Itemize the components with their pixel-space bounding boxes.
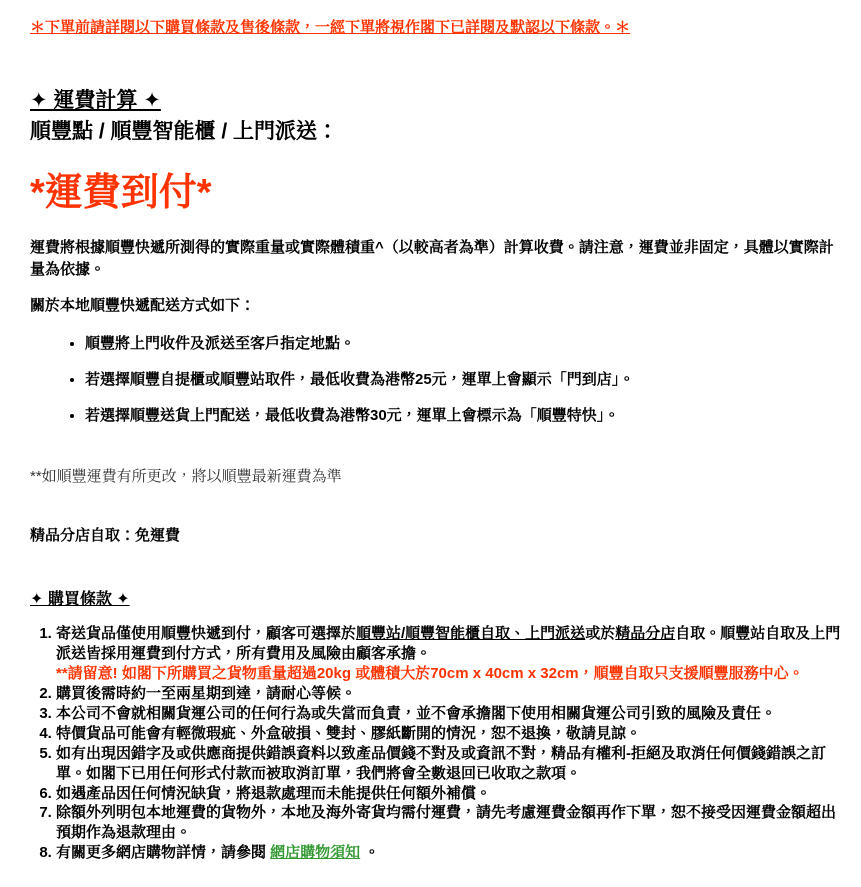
term-item-6: 6. 如遇產品因任何情況缺貨，將退款處理而未能提供任何額外補償。 [56, 784, 847, 804]
term-1-text-post: 自取。順豐站自取及上門派送皆採用運費到付方式，所有費用及風險由顧客承擔。 [56, 625, 841, 662]
term-item-7: 7. 除額外列明包本地運費的貨物外，本地及海外寄貨均需付運費，請先考慮運費金額再作下單，恕不接受因運費金額超出預期作為退款理由。 [56, 803, 847, 843]
delivery-bullet-1: • 順豐將上門收件及派送至客戶指定地點。 [85, 333, 847, 354]
term-item-3: 3. 本公司不會就相關貨運公司的任何行為或失當而負責，並不會承擔閣下使用相關貨運公司引致的風險及責任。 [56, 704, 847, 724]
freight-calculation-paragraph: 運費將根據順豐快遞所測得的實際重量或實際體積重^（以較高者為準）計算收費。請注意，運費並非固定，具體以實際計量為依據。 [30, 238, 834, 278]
term-item-5: 5. 如有出現因錯字及或供應商提供錯誤資料以致產品價錢不對及或資訊不對，精品有權利-拒絕及取消任何價錢錯誤之訂單。如閣下已用任何形式付款而被取消訂單，我們將會全數退回已收取之款項。 [56, 744, 847, 784]
term-1-underline-boutique: 精品分店 [615, 625, 676, 643]
term-8-text-pre: 有關更多網店購物詳情，請參閱 [56, 844, 271, 862]
delivery-methods-subheading: 順豐點 / 順豐智能櫃 / 上門派送： [30, 119, 339, 143]
delivery-intro: 關於本地順豐快遞配送方式如下： [30, 297, 256, 315]
delivery-bullet-list [30, 333, 847, 426]
term-item-2: 2. 購買後需時約一至兩星期到達，請耐心等候。 [56, 684, 847, 704]
shop-guide-link[interactable]: 網店購物須知 [270, 844, 361, 862]
term-1-underline-pickup-options: 順豐站/順豐智能櫃自取、上門派送 [356, 625, 586, 643]
purchase-terms-list [30, 624, 847, 863]
shipping-calc-heading: ✦ 運費計算 ✦ [30, 88, 161, 112]
term-1-text-pre: 寄送貨品僅使用順豐快遞到付，顧客可選擇於 [56, 625, 357, 643]
purchase-terms-heading: ✦ 購買條款 ✦ [30, 591, 130, 609]
term-8-text-post: 。 [360, 844, 380, 862]
delivery-bullet-3: • 若選擇順豐送貨上門配送，最低收費為港幣30元，運單上會標示為「順豐特快」。 [85, 405, 847, 426]
delivery-bullet-2: • 若選擇順豐自提櫃或順豐站取件，最低收費為港幣25元，運單上會顯示「門到店」。 [85, 369, 847, 390]
size-weight-limit-warning: **請留意! 如閣下所購買之貨物重量超過20kg 或體積大於70cm x 40cm x 32cm，順豐自取只支援順豐服務中心。 [56, 664, 804, 682]
term-item-1 [56, 624, 847, 684]
sf-fee-change-note: **如順豐運費有所更改，將以順豐最新運費為準 [30, 468, 342, 486]
term-1-text-mid: 或於 [585, 625, 616, 643]
term-item-4: 4. 特價貨品可能會有輕微瑕疵、外盒破損、雙封、膠紙斷開的情況，恕不退換，敬請見諒。 [56, 724, 847, 744]
store-pickup-free-note: 精品分店自取：免運費 [30, 527, 181, 545]
pre-order-warning: ＊下單前請詳閱以下購買條款及售後條款，一經下單將視作閣下已詳閱及默認以下條款。＊ [30, 19, 631, 36]
freight-collect-title: *運費到付* [30, 172, 212, 214]
term-item-8 [56, 843, 847, 863]
